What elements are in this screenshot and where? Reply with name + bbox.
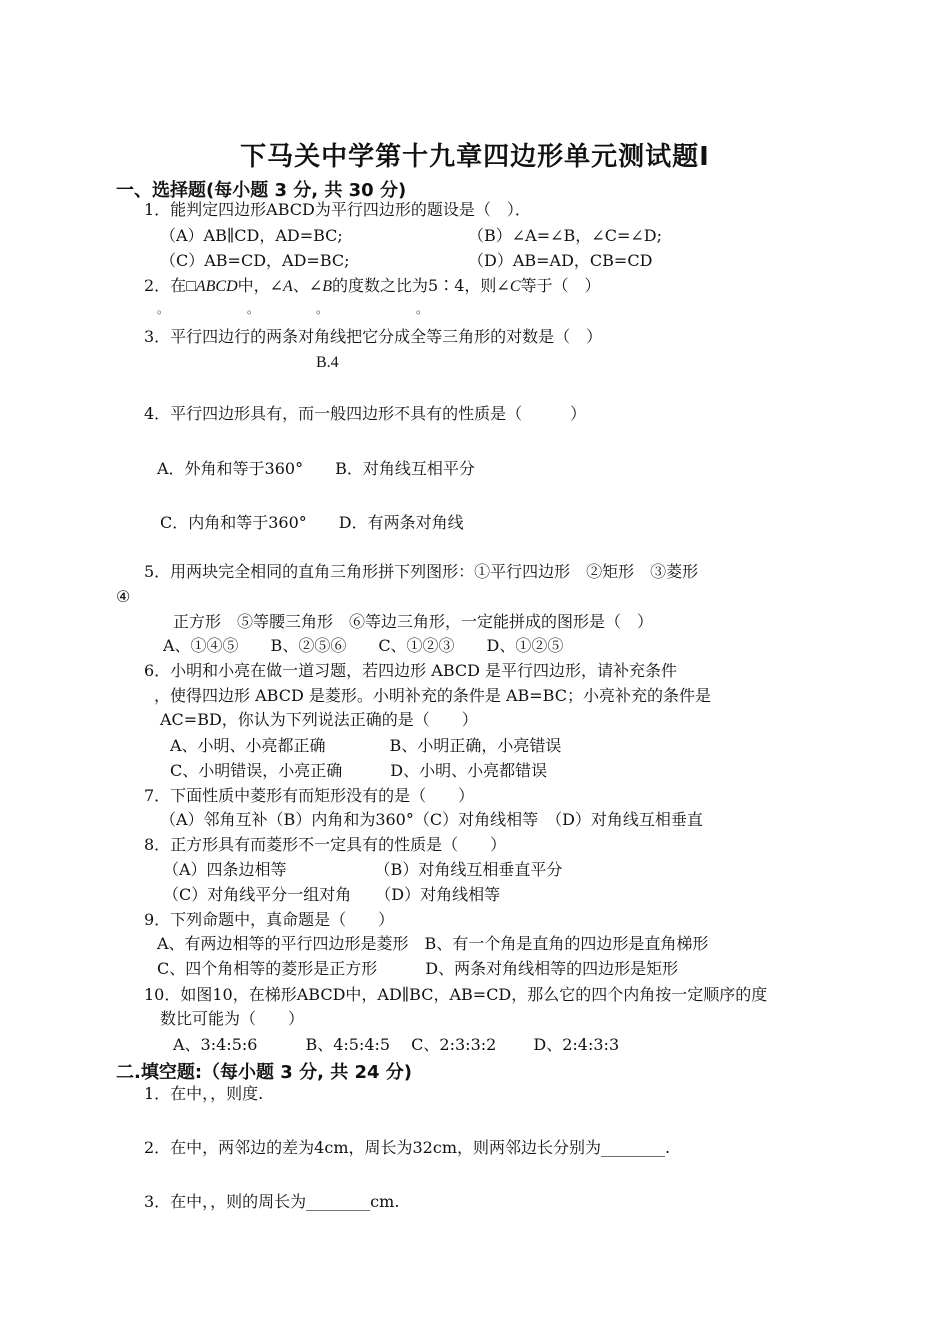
blank-mark: 。 (157, 302, 170, 316)
question-3-stem: 3．平行四边行的两条对角线把它分成全等三角形的对数是（ ） (144, 327, 603, 346)
question-10-line-1: 10．如图10，在梯形ABCD中，AD∥BC，AB=CD，那么它的四个内角按一定顺序的度 (144, 985, 768, 1004)
page-title: 下马关中学第十九章四边形单元测试题Ⅰ (240, 142, 710, 172)
question-6-line-2: ，使得四边形 ABCD 是菱形。小明补充的条件是 AB=BC；小亮补充的条件是 (154, 686, 711, 705)
question-1-stem: 1．能判定四边形ABCD为平行四边形的题设是（ ）． (144, 200, 531, 219)
fill-question-3: 3．在中，，则的周长为________cm. (144, 1192, 400, 1211)
question-4-stem: 4．平行四边形具有，而一般四边形不具有的性质是（ ） (144, 404, 587, 423)
question-6-options-ab: A、小明、小亮都正确 B、小明正确，小亮错误 (170, 736, 562, 755)
fill-question-2: 2．在中，两邻边的差为4cm，周长为32cm，则两邻边长分别为________. (144, 1138, 671, 1157)
question-8-stem: 8．正方形具有而菱形不一定具有的性质是（ ） (144, 835, 507, 854)
question-7-options: （A）邻角互补（B）内角和为360°（C）对角线相等 （D）对角线互相垂直 (160, 810, 703, 829)
question-7-stem: 7．下面性质中菱形有而矩形没有的是（ ） (144, 786, 475, 805)
fill-question-1: 1．在中，，则度. (144, 1084, 264, 1103)
question-5-options: A、①④⑤ B、②⑤⑥ C、①②③ D、①②⑤ (163, 636, 564, 655)
question-4-options-cd: C．内角和等于360° D．有两条对角线 (160, 513, 464, 532)
question-1-option-b: （B）∠A=∠B，∠C=∠D; (468, 226, 662, 245)
question-8-options-ab: （A）四条边相等 （B）对角线互相垂直平分 (163, 860, 563, 879)
question-1-option-c: （C）AB=CD，AD=BC; (160, 251, 350, 270)
question-3-option: B.4 (316, 354, 339, 371)
question-10-options: A、3:4:5:6 B、4:5:4:5 C、2:3:3:2 D、2:4:3:3 (173, 1035, 620, 1054)
question-9-options-cd: C、四个角相等的菱形是正方形 D、两条对角线相等的四边形是矩形 (157, 959, 679, 978)
question-9-stem: 9．下列命题中，真命题是（ ） (144, 910, 395, 929)
question-5-line-1: 5．用两块完全相同的直角三角形拼下列图形：①平行四边形 ②矩形 ③菱形 (144, 562, 699, 581)
question-2-stem: 2．在□ABCD中，∠A、∠B的度数之比为5∶4，则∠C等于（ ） (144, 276, 601, 295)
question-10-line-2: 数比可能为（ ） (160, 1009, 305, 1028)
question-6-line-1: 6．小明和小亮在做一道习题，若四边形 ABCD 是平行四边形，请补充条件 (144, 661, 678, 680)
question-5-line-2: 正方形 ⑤等腰三角形 ⑥等边三角形，一定能拼成的图形是（ ） (173, 612, 654, 631)
blank-mark: 。 (316, 302, 329, 316)
blank-mark: 。 (416, 302, 429, 316)
question-1-option-d: （D）AB=AD，CB=CD (468, 251, 653, 270)
question-5-line-1-wrap: ④ (116, 587, 131, 606)
question-8-options-cd: （C）对角线平分一组对角 （D）对角线相等 (163, 885, 501, 904)
question-1-option-a: （A）AB∥CD，AD=BC; (160, 226, 343, 245)
blank-mark: 。 (247, 302, 260, 316)
section-heading-fill-blank: 二.填空题:（每小题 3 分, 共 24 分) (116, 1062, 413, 1083)
question-4-options-ab: A．外角和等于360° B．对角线互相平分 (157, 459, 475, 478)
question-6-line-3: AC=BD，你认为下列说法正确的是（ ） (160, 710, 478, 729)
question-6-options-cd: C、小明错误，小亮正确 D、小明、小亮都错误 (170, 761, 548, 780)
question-9-options-ab: A、有两边相等的平行四边形是菱形 B、有一个角是直角的四边形是直角梯形 (157, 934, 709, 953)
section-heading-choice: 一、选择题(每小题 3 分, 共 30 分) (116, 180, 407, 201)
